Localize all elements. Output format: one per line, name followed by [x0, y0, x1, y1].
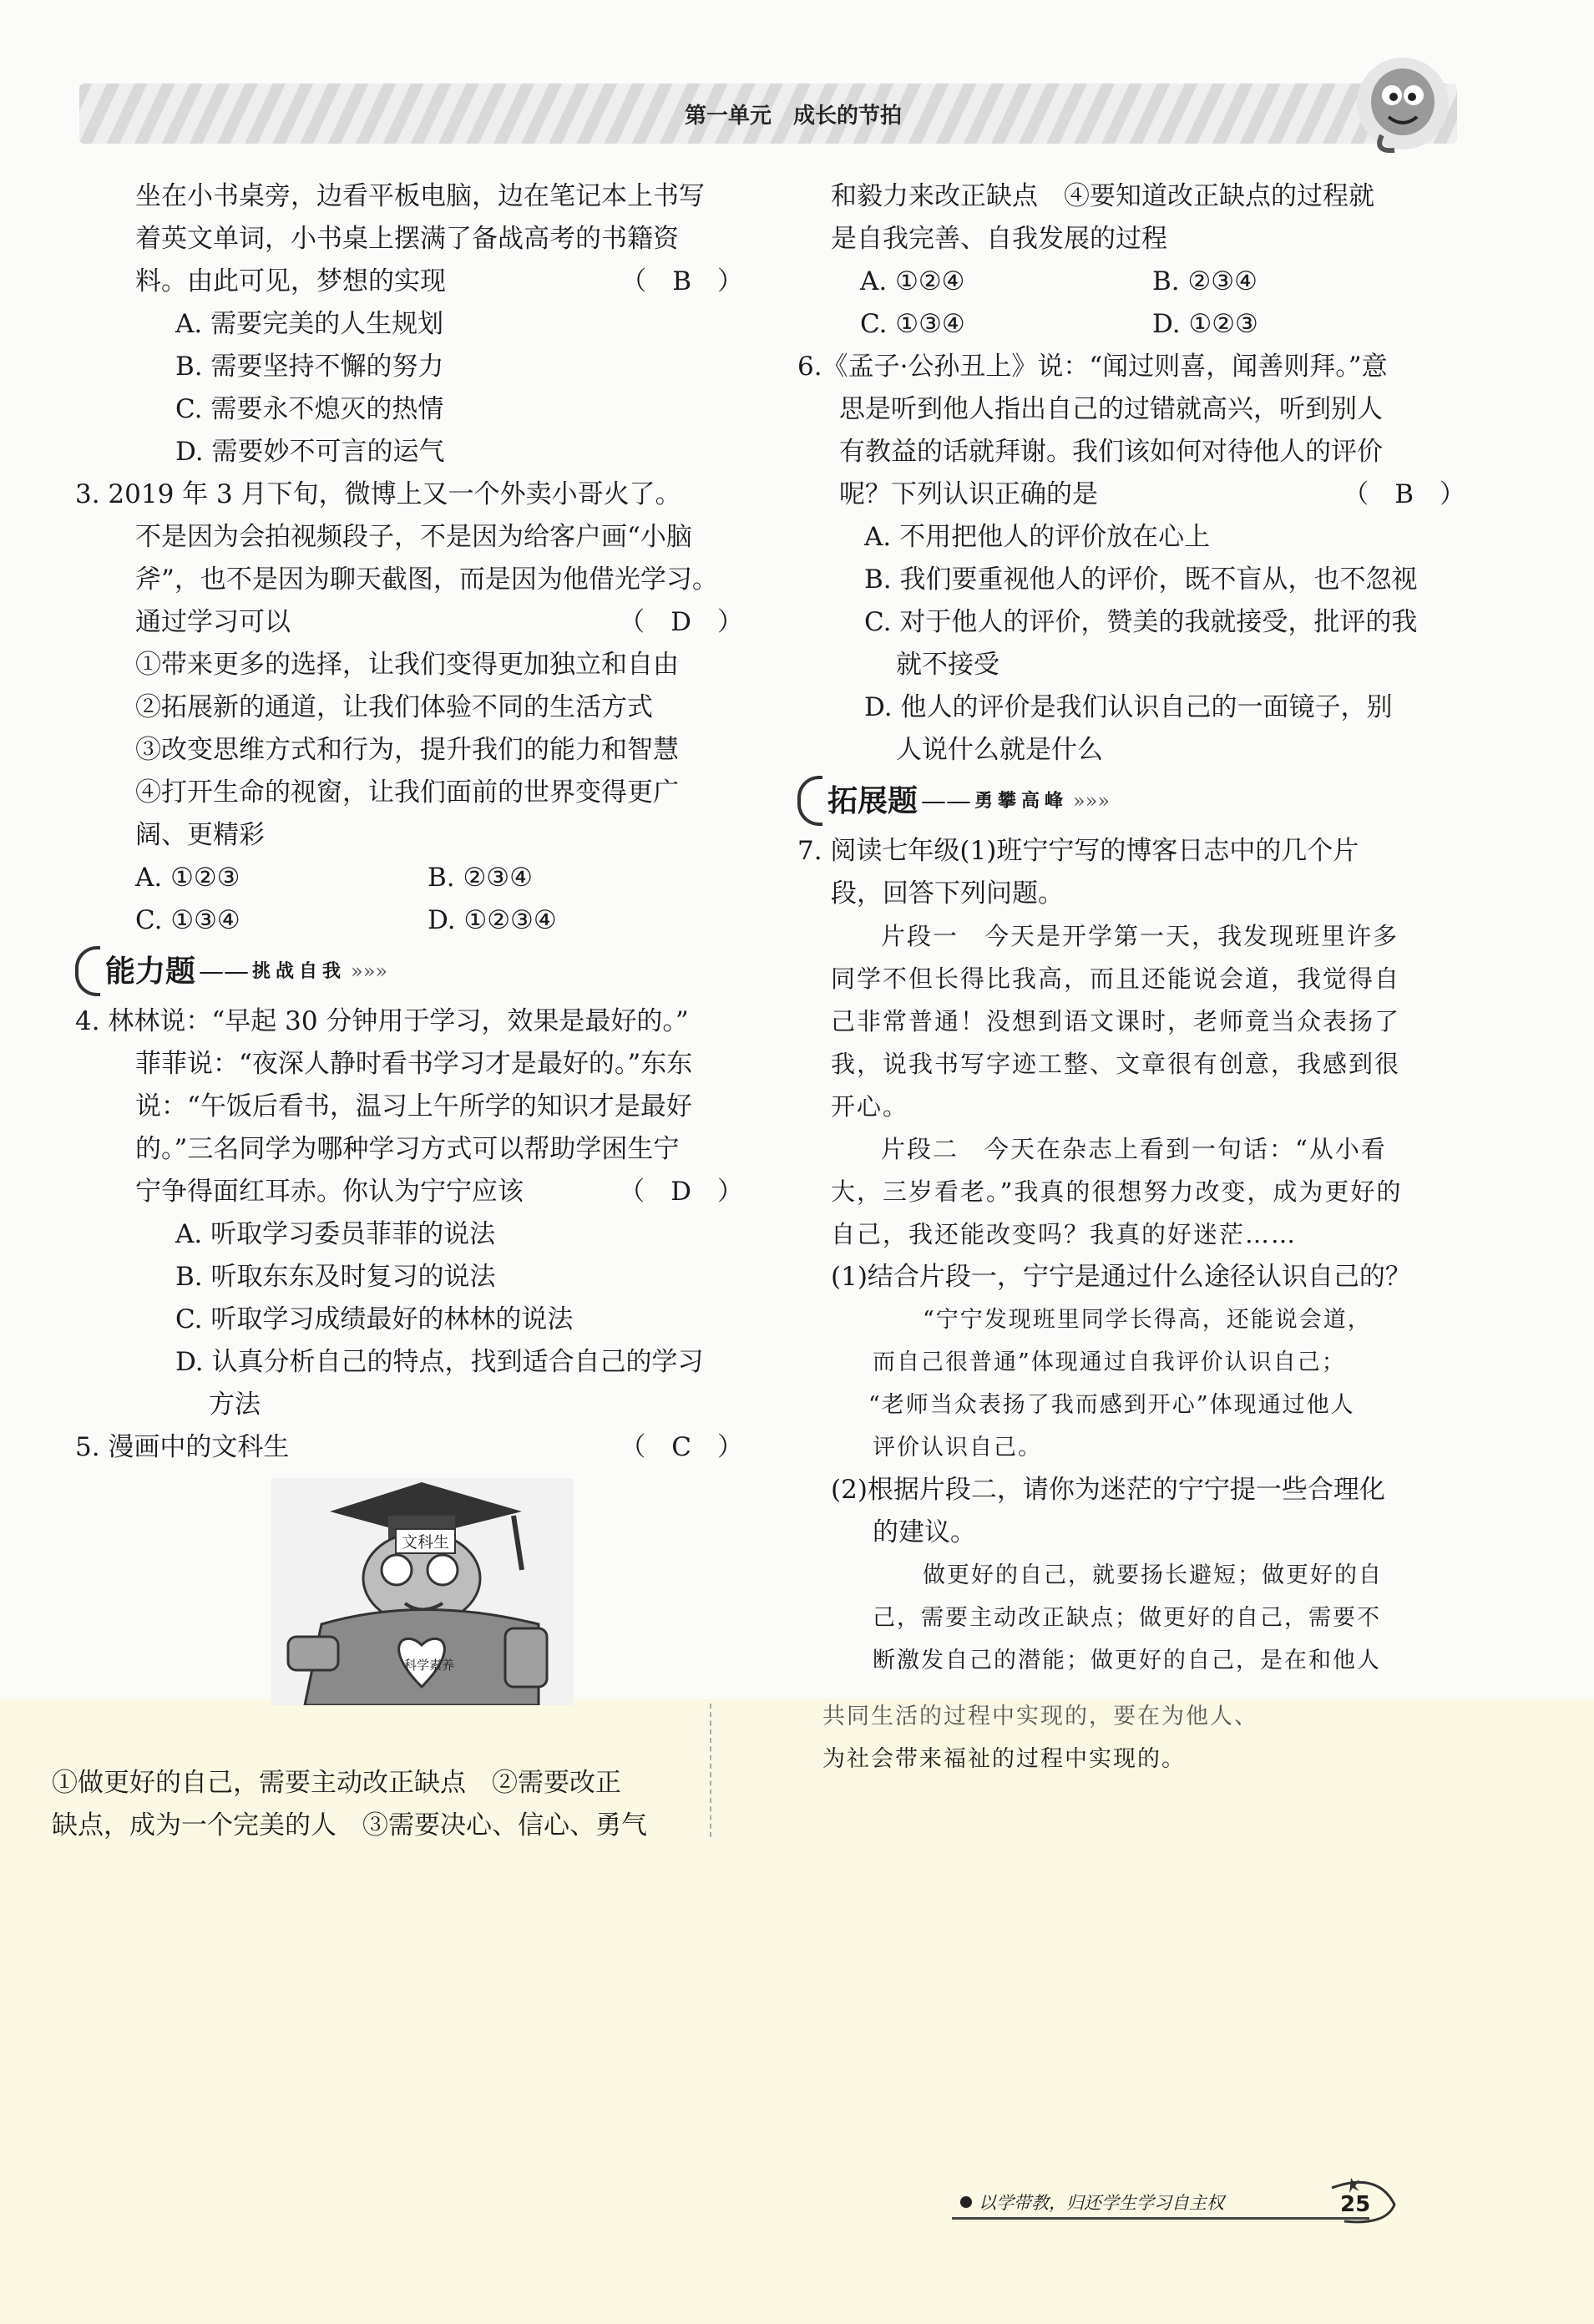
- q6-option: A. 不用把他人的评价放在心上: [864, 522, 1211, 552]
- q7-answer2: 做更好的自己，就要扬长避短；做更好的自: [923, 1562, 1383, 1588]
- q7-answer2-continued: [822, 1695, 1457, 1780]
- q5-items: [52, 1762, 703, 1847]
- q7-stem: 7. 阅读七年级(1)班宁宁写的博客日志中的几个片: [797, 836, 1359, 866]
- q5-answer: （ C ）: [620, 1432, 743, 1462]
- q2-line-with-answer: [75, 261, 743, 303]
- q4-option: C. 听取学习成绩最好的林林的说法: [175, 1304, 574, 1334]
- chevrons-icon: »»»: [351, 959, 388, 983]
- q3-option: C. ①③④: [135, 905, 240, 935]
- q3-stem: 斧”，也不是因为聊天截图，而是因为他借光学习。: [135, 565, 718, 595]
- q2-line: 坐在小书桌旁，边看平板电脑，边在笔记本上书写: [135, 181, 705, 211]
- mascot-icon: [1349, 52, 1457, 160]
- q4-option: B. 听取东东及时复习的说法: [175, 1262, 496, 1292]
- q2-option: B. 需要坚持不懈的努力: [175, 352, 444, 382]
- q7-passage1: 己非常普通！没想到语文课时，老师竟当众表扬了: [831, 1007, 1401, 1035]
- q5-options-row: [797, 261, 1465, 303]
- footer-slogan: 以学带教，归还学生学习自主权: [979, 2193, 1224, 2213]
- q2-answer: （ B ）: [620, 266, 743, 296]
- q6-stem: 6.《孟子·公孙丑上》说：“闻过则喜，闻善则拜。”意: [797, 352, 1388, 382]
- q7-answer2: 己，需要主动改正缺点；做更好的自己，需要不: [873, 1605, 1381, 1631]
- q5-tail: 是自我完善、自我发展的过程: [831, 224, 1167, 254]
- q5-options-row: [797, 303, 1465, 346]
- q5-item: 缺点，成为一个完美的人 ③需要决心、信心、勇气: [52, 1810, 647, 1840]
- footer-rule: [952, 2217, 1369, 2220]
- q6-line-with-answer: [797, 473, 1465, 516]
- q7-subquestion: (1)结合片段一，宁宁是通过什么途径认识自己的？: [831, 1262, 1411, 1292]
- q6-option: C. 对于他人的评价，赞美的我就接受，批评的我: [864, 607, 1418, 637]
- q6-option: 就不接受: [896, 650, 999, 680]
- q4-line-with-answer: [75, 1171, 743, 1213]
- chevrons-icon: »»»: [1073, 788, 1111, 813]
- q4-stem: 的。”三名同学为哪种学习方式可以帮助学困生宁: [135, 1134, 680, 1164]
- q7-passage2: 大，三岁看老。”我真的很想努力改变，成为更好的: [831, 1177, 1403, 1206]
- q7-answer2: 断激发自己的潜能；做更好的自己，是在和他人: [873, 1648, 1381, 1673]
- q6-option: 人说什么就是什么: [896, 735, 1103, 765]
- q3-options-row: [75, 899, 743, 942]
- unit-title: 第一单元 成长的节拍: [684, 104, 902, 129]
- q4-stem: 4. 林林说：“早起 30 分钟用于学习，效果是最好的。”: [75, 1006, 689, 1036]
- q3-item: 阔、更精彩: [135, 820, 265, 850]
- q7-passage2: 片段二 今天在杂志上看到一句话：“从小看: [881, 1135, 1387, 1163]
- q3-option: D. ①②③④: [428, 905, 557, 935]
- cartoon-heart-label: 科学素养: [404, 1658, 455, 1673]
- q7-passage1: 开心。: [831, 1092, 909, 1121]
- section-bracket-icon: [797, 776, 822, 826]
- q3-option: B. ②③④: [428, 863, 533, 893]
- section-ability: [75, 945, 743, 997]
- q6-option: D. 他人的评价是我们认识自己的一面镜子，别: [864, 692, 1393, 722]
- q3-item: ③改变思维方式和行为，提升我们的能力和智慧: [135, 735, 679, 765]
- section-dash: ——: [921, 786, 972, 816]
- page-number: 25: [1340, 2192, 1371, 2217]
- q4-answer: （ D ）: [619, 1177, 743, 1207]
- q5-tail: 和毅力来改正缺点 ④要知道改正缺点的过程就: [831, 181, 1374, 211]
- q3-stem: 不是因为会拍视频段子，不是因为给客户画“小脑: [135, 522, 692, 552]
- q2-line: 着英文单词，小书桌上摆满了备战高考的书籍资: [135, 224, 679, 254]
- q4-stem: 菲菲说：“夜深人静时看书学习才是最好的。”东东: [135, 1049, 693, 1079]
- q7-answer1: “老师当众表扬了我而感到开心”体现通过他人: [868, 1392, 1355, 1418]
- q7-answer1: 而自己很普通”体现通过自我评价认识自己；: [873, 1349, 1346, 1375]
- q4-option: 方法: [209, 1390, 261, 1420]
- section-extend: [797, 775, 1465, 827]
- section-bracket-icon: [75, 946, 100, 996]
- q3-options-row: [75, 857, 743, 899]
- q7-passage2: 自己，我还能改变吗？我真的好迷茫……: [831, 1220, 1298, 1248]
- q6-answer: （ B ）: [1343, 479, 1465, 509]
- q4-option: D. 认真分析自己的特点，找到适合自己的学习: [175, 1347, 704, 1377]
- q6-stem: 有教益的话就拜谢。我们该如何对待他人的评价: [839, 437, 1383, 467]
- q3-stem: 通过学习可以: [135, 607, 291, 637]
- q7-answer1: “宁宁发现班里同学长得高，还能说会道，: [923, 1307, 1372, 1333]
- q7-answer1: 评价认识自己。: [873, 1435, 1042, 1461]
- q6-stem: 呢？下列认识正确的是: [839, 479, 1098, 509]
- q3-answer: （ D ）: [619, 607, 743, 637]
- q6-option: B. 我们要重视他人的评价，既不盲从，也不忽视: [864, 565, 1418, 595]
- right-column: [797, 175, 1465, 1682]
- q7-answer2: 共同生活的过程中实现的，要在为他人、: [822, 1704, 1258, 1729]
- q2-option: D. 需要妙不可言的运气: [175, 437, 445, 467]
- q3-item: ④打开生命的视窗，让我们面前的世界变得更广: [135, 777, 679, 808]
- section-subtitle: 勇攀高峰: [974, 789, 1069, 812]
- q5-item: ①做更好的自己，需要主动改正缺点 ②需要改正: [52, 1768, 621, 1798]
- q5-stem: 5. 漫画中的文科生: [75, 1432, 290, 1462]
- section-title: 拓展题: [827, 783, 918, 818]
- section-title: 能力题: [105, 954, 196, 989]
- section-subtitle: 挑战自我: [252, 959, 347, 982]
- q7-subquestion: 的建议。: [873, 1517, 976, 1547]
- q3-option: A. ①②③: [135, 863, 240, 893]
- q4-option: A. 听取学习委员菲菲的说法: [175, 1219, 496, 1249]
- q7-stem: 段，回答下列问题。: [831, 878, 1064, 909]
- q5-option: D. ①②③: [1152, 309, 1258, 339]
- q7-passage1: 同学不但长得比我高，而且还能说会道，我觉得自: [831, 965, 1401, 993]
- section-dash: ——: [199, 956, 250, 986]
- q7-passage1: 片段一 今天是开学第一天，我发现班里许多: [881, 922, 1399, 950]
- q3-line-with-answer: [75, 601, 743, 644]
- q3-stem: 3. 2019 年 3 月下旬，微博上又一个外卖小哥火了。: [75, 479, 681, 509]
- q4-stem: 说：“午饭后看书，温习上午所学的知识才是最好: [135, 1091, 692, 1121]
- q5-option: B. ②③④: [1152, 266, 1257, 296]
- q3-item: ①带来更多的选择，让我们变得更加独立和自由: [135, 650, 679, 680]
- q7-passage1: 我，说我书写字迹工整、文章很有创意，我感到很: [831, 1050, 1401, 1078]
- q2-option: C. 需要永不熄灭的热情: [175, 394, 444, 424]
- cartoon-hat-label: 文科生: [395, 1528, 456, 1554]
- q6-stem: 思是听到他人指出自己的过错就高兴，听到别人: [839, 394, 1383, 424]
- q3-item: ②拓展新的通道，让我们体验不同的生活方式: [135, 692, 653, 722]
- q5-option: C. ①③④: [860, 309, 965, 339]
- left-column: [75, 175, 743, 1469]
- q2-option: A. 需要完美的人生规划: [175, 309, 444, 339]
- q5-line-with-answer: [75, 1426, 743, 1469]
- q7-subquestion: (2)根据片段二，请你为迷茫的宁宁提一些合理化: [831, 1475, 1385, 1505]
- q7-answer2: 为社会带来福祉的过程中实现的。: [822, 1746, 1186, 1772]
- q5-option: A. ①②④: [860, 266, 965, 296]
- q4-stem: 宁争得面红耳赤。你认为宁宁应该: [135, 1177, 524, 1207]
- q2-line: 料。由此可见，梦想的实现: [135, 266, 446, 296]
- column-divider: [710, 1704, 713, 1837]
- bullet-icon: [960, 2196, 972, 2208]
